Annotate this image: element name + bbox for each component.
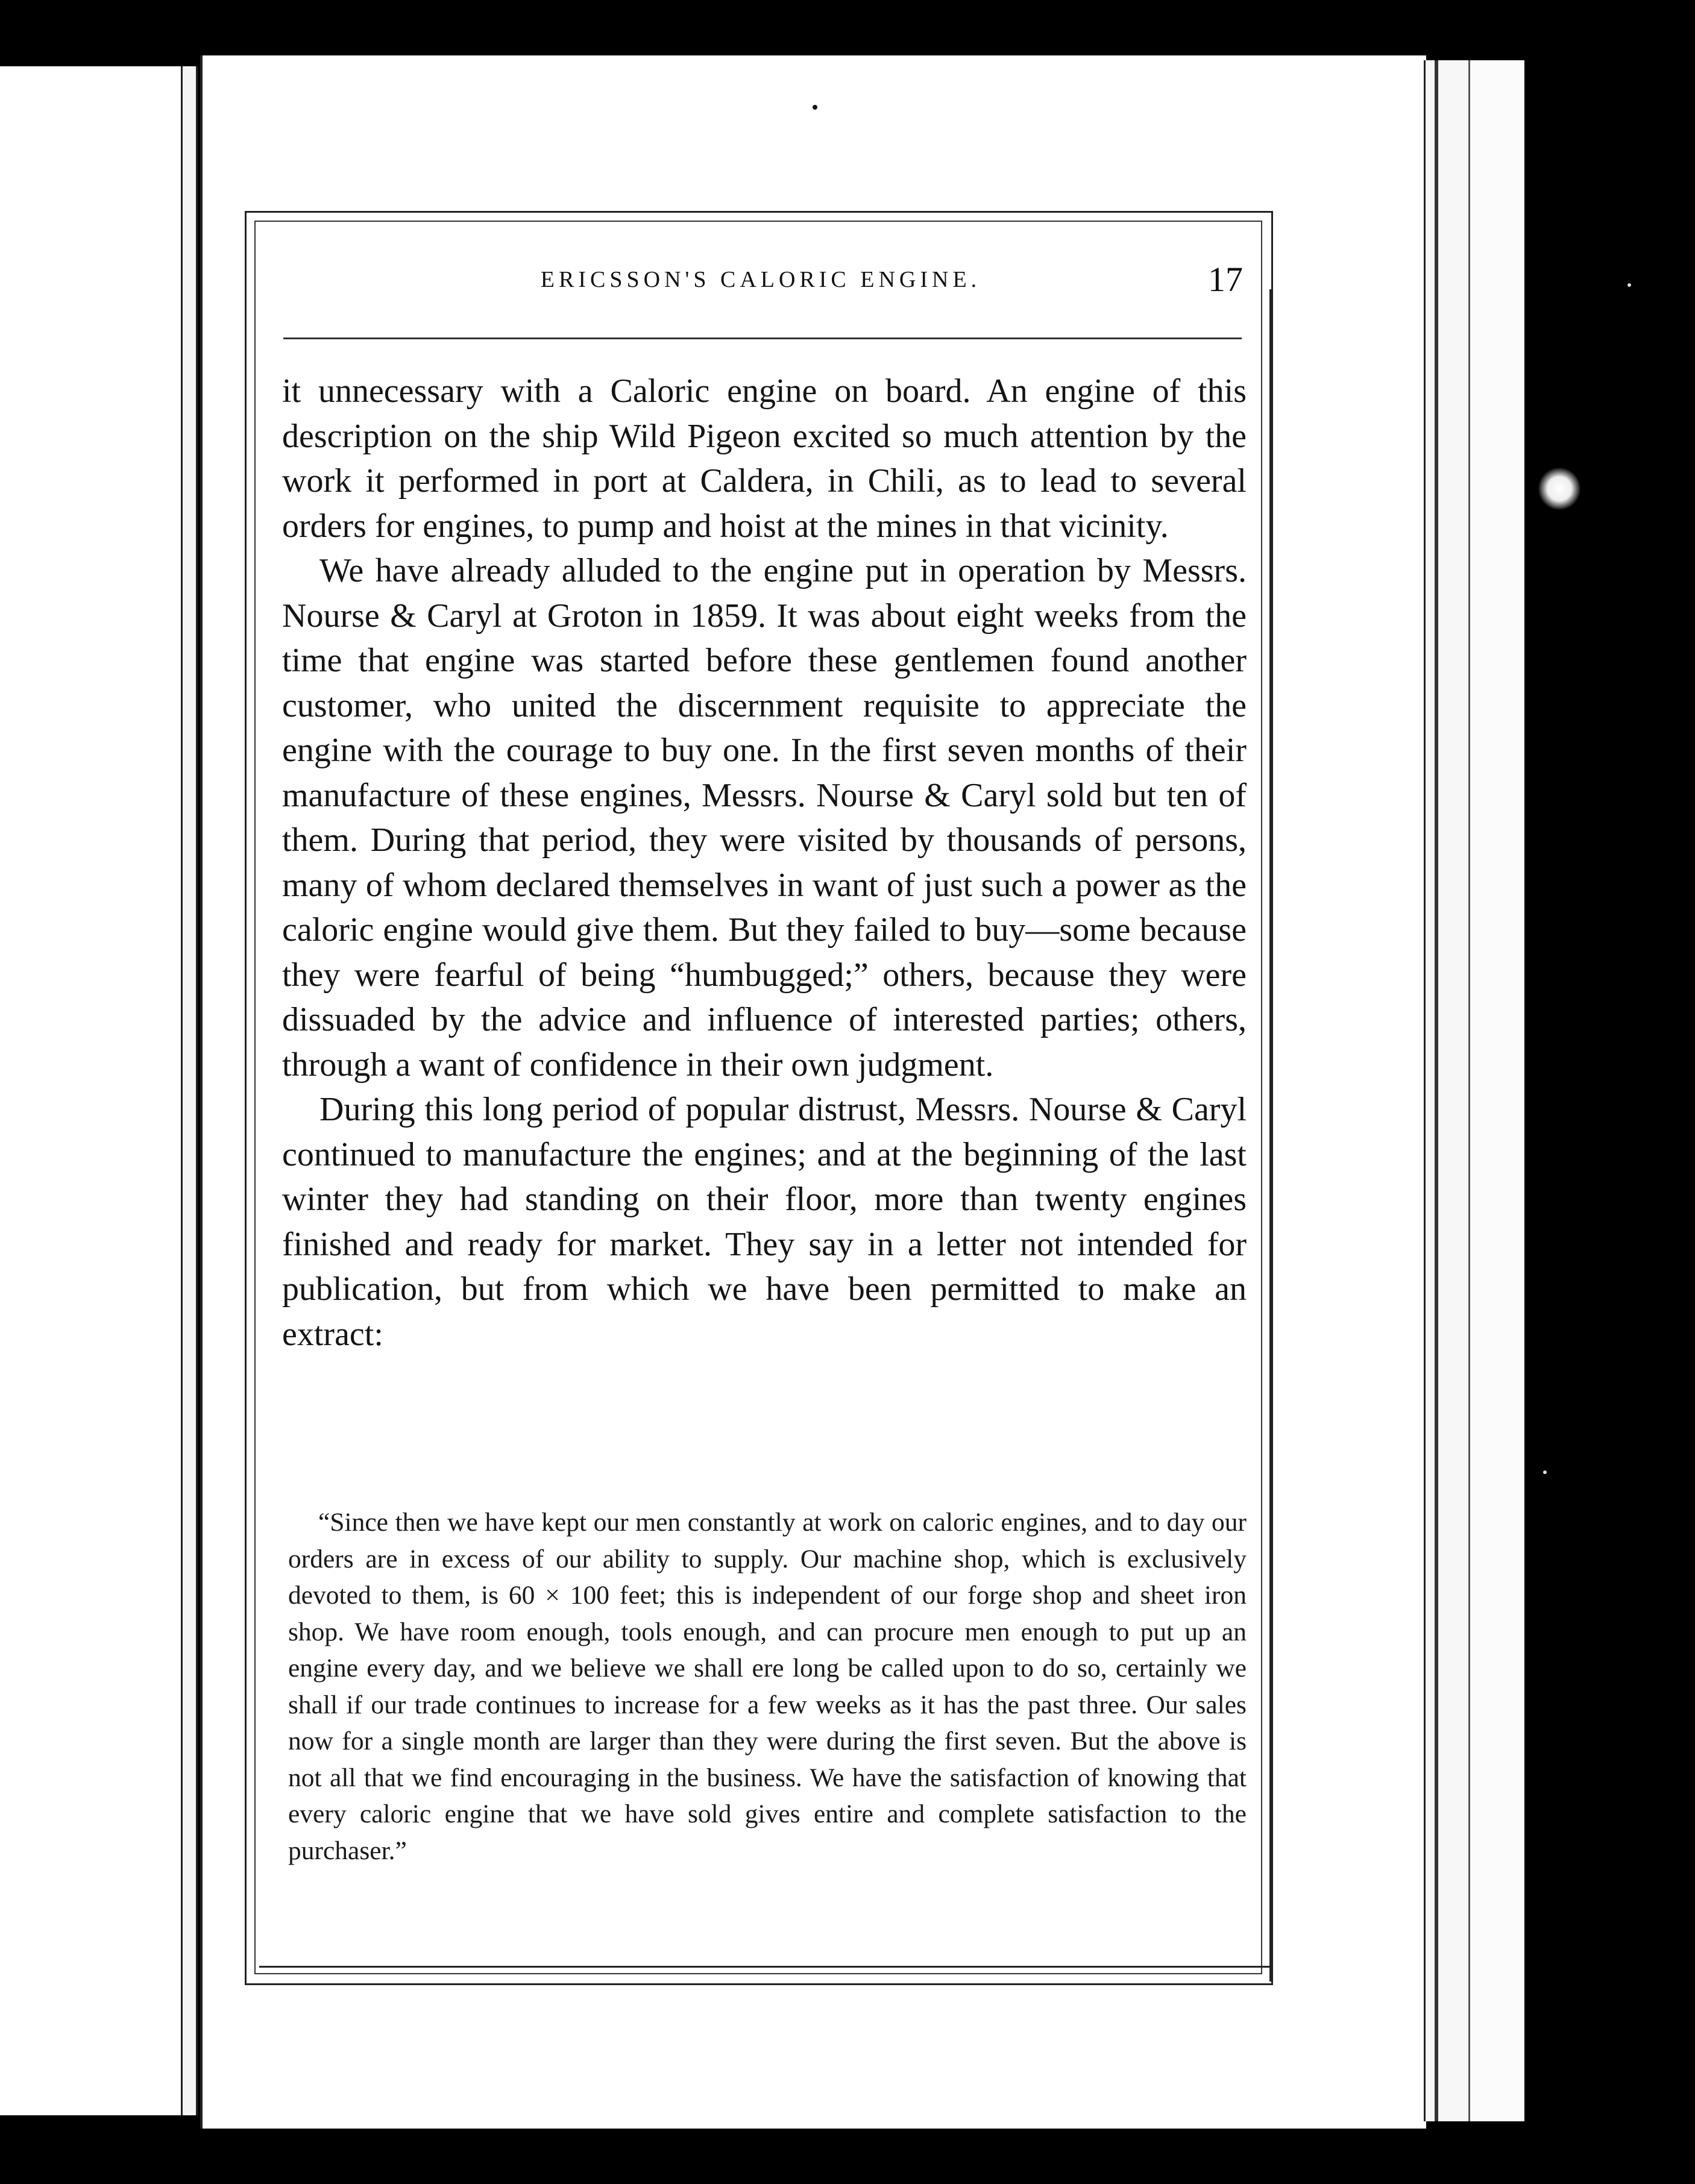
dust-speck [1543, 1470, 1547, 1474]
ink-dot [813, 105, 817, 110]
dust-speck [1326, 1344, 1329, 1347]
glare-spot [1538, 468, 1580, 510]
running-head [278, 259, 1243, 307]
book-gutter [181, 66, 198, 2115]
paragraph: During this long period of popular distrust, Messrs. Nourse & Caryl continued to manufacture the engines; and at the beginning of the last winter they had standing on their floor, more than twenty engines finished and ready for market. They say in a letter not intended for publication, but from which we have been permitted to make an extract: [282, 1091, 1247, 1353]
dust-speck [1627, 283, 1631, 287]
bottom-rule [259, 1966, 1272, 1968]
paragraph: We have already alluded to the engine put in operation by Messrs. Nourse & Caryl at Groton in 1859. It was about eight weeks from the time that engine was started before these gentlemen found another customer, who united the discernment requisite to appreciate the engine with the courage to buy one. In the first seven months of their manufacture of these engines, Messrs. Nourse & Caryl sold but ten of them. During that period, they were visited by thousands of persons, many of whom declared themselves in want of just such a power as the caloric engine would give them. But they failed to buy—some because they were fearful of being “humbugged;” others, because they were dissuaded by the advice and influence of interested parties; others, through a want of confidence in their own judgment. [282, 552, 1247, 1084]
block-quotation: “Since then we have kept our men constantly at work on caloric engines, and to day our orders are in excess of our ability to supply. Our machine shop, which is exclusively devoted to them, is 60 × 100 feet; this is independent of our forge shop and sheet iron shop. We have room enough, tools enough, and can procure men enough to put up an engine every day, and we believe we shall ere long be called upon to do so, certainly we shall if our trade continues to increase for a few weeks as it has the past three. Our sales now for a single month are larger than they were during the first seven. But the above is not all that we find encouraging in the business. We have the satisfaction of knowing that every caloric engine that we have sold gives entire and complete satisfaction to the purchaser.” [288, 1508, 1247, 1865]
left-facing-page [0, 66, 187, 2115]
page-border-right-rule [1269, 289, 1272, 1982]
page-number: 17 [1208, 260, 1243, 299]
running-title: ERICSSON'S CALORIC ENGINE. [540, 267, 981, 292]
header-rule [283, 337, 1242, 339]
body-text [282, 369, 1247, 1357]
page-edge-line [1435, 60, 1438, 2121]
page-edge [1424, 60, 1470, 2121]
page-edge-outer [1468, 60, 1524, 2121]
paragraph: it unnecessary with a Caloric engine on board. An engine of this description on the ship Wild Pigeon excited so much attention by the work it performed in port at Caldera, in Chili, as to lead to several orders for engines, to pump and hoist at the mines in that vicinity. [282, 372, 1247, 545]
